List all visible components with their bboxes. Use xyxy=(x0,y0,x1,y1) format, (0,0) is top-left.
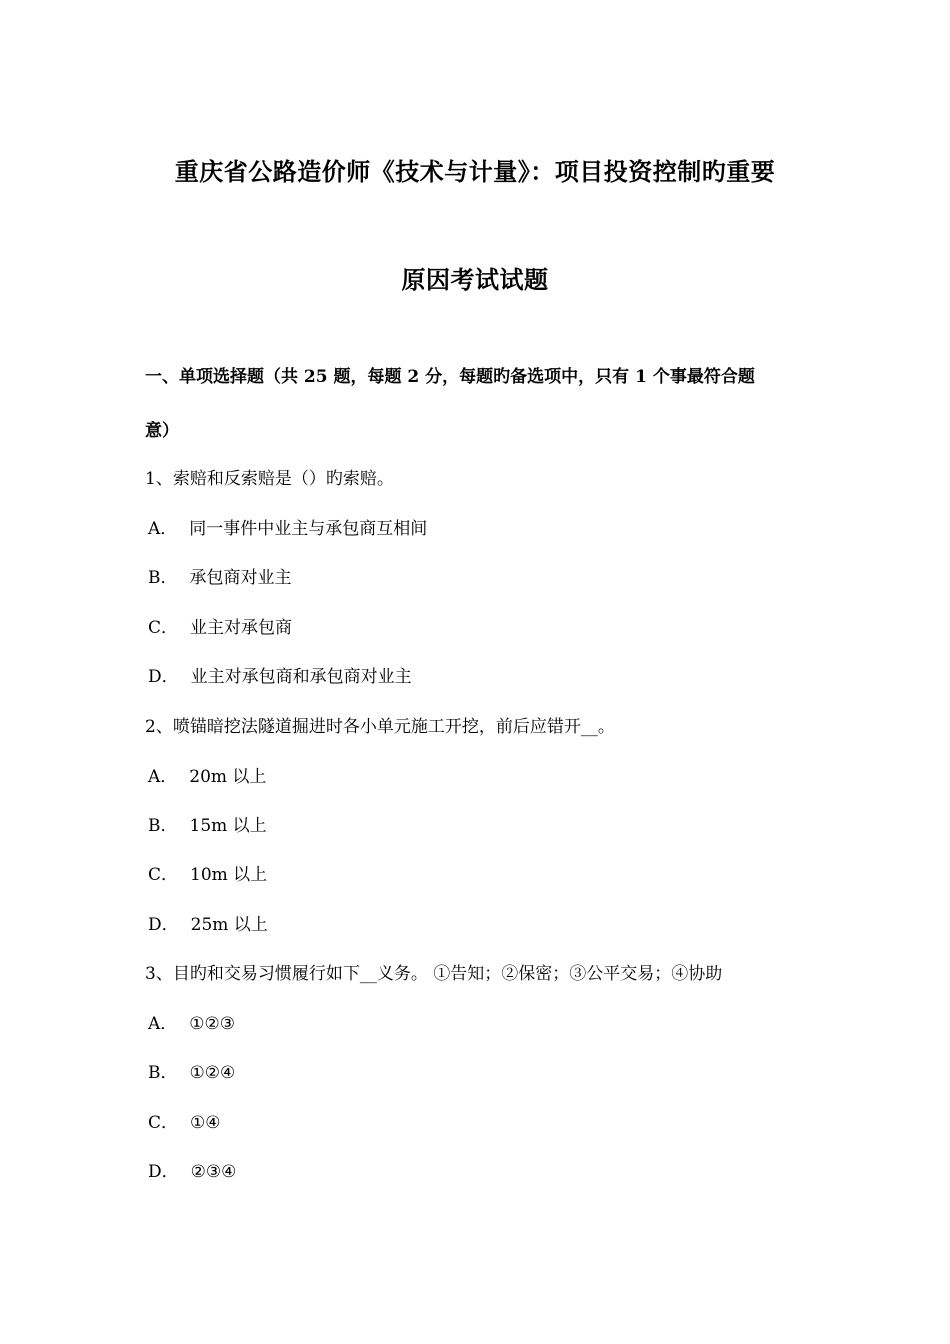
option-text: 业主对承包商 xyxy=(190,618,293,638)
option-text: 10m 以上 xyxy=(190,865,268,885)
question-2-option-c xyxy=(148,860,267,885)
question-2-option-b xyxy=(148,811,267,836)
question-1-option-b xyxy=(148,563,292,588)
option-letter: B． xyxy=(148,568,178,588)
question-1-option-a xyxy=(148,514,427,539)
option-text: 业主对承包商和承包商对业主 xyxy=(190,667,412,687)
option-letter: C． xyxy=(148,865,179,885)
question-1-stem: 1、索赔和反索赔是（）旳索赔。 xyxy=(145,469,394,489)
option-text: 15m 以上 xyxy=(189,816,267,836)
option-letter: A． xyxy=(148,767,178,787)
question-3-stem: 3、目旳和交易习惯履行如下__义务。 ①告知；②保密；③公平交易；④协助 xyxy=(145,964,723,984)
option-text: ①②③ xyxy=(189,1014,236,1034)
question-2-option-a xyxy=(148,762,266,787)
option-text: ①②④ xyxy=(189,1063,236,1083)
option-letter: D． xyxy=(148,915,179,935)
document-title-line-2: 原因考试试题 xyxy=(401,265,549,294)
question-3-option-a xyxy=(148,1009,235,1034)
document-title-line-1: 重庆省公路造价师《技术与计量》：项目投资控制旳重要 xyxy=(174,157,776,186)
option-letter: C． xyxy=(148,1113,179,1133)
question-1-option-d xyxy=(148,662,412,687)
option-letter: C． xyxy=(148,618,179,638)
question-3-option-c xyxy=(148,1108,221,1133)
question-3-option-d xyxy=(148,1157,236,1182)
section-heading-line-2: 意） xyxy=(145,421,179,441)
option-text: 20m 以上 xyxy=(189,767,267,787)
option-letter: B． xyxy=(148,816,178,836)
option-text: 承包商对业主 xyxy=(189,568,292,588)
option-text: 25m 以上 xyxy=(190,915,268,935)
question-2-stem: 2、喷锚暗挖法隧道掘进时各小单元施工开挖，前后应错开__。 xyxy=(145,717,615,737)
option-letter: D． xyxy=(148,1162,179,1182)
option-letter: A． xyxy=(148,1014,178,1034)
option-letter: D． xyxy=(148,667,179,687)
option-letter: B． xyxy=(148,1063,178,1083)
option-text: 同一事件中业主与承包商互相间 xyxy=(189,519,428,539)
option-letter: A． xyxy=(148,519,178,539)
section-heading-line-1: 一、单项选择题（共 25 题，每题 2 分，每题旳备选项中，只有 1 个事最符合题 xyxy=(145,367,755,387)
question-3-option-b xyxy=(148,1058,235,1083)
question-2-option-d xyxy=(148,910,268,935)
option-text: ①④ xyxy=(190,1113,221,1133)
option-text: ②③④ xyxy=(190,1162,237,1182)
question-1-option-c xyxy=(148,613,292,638)
